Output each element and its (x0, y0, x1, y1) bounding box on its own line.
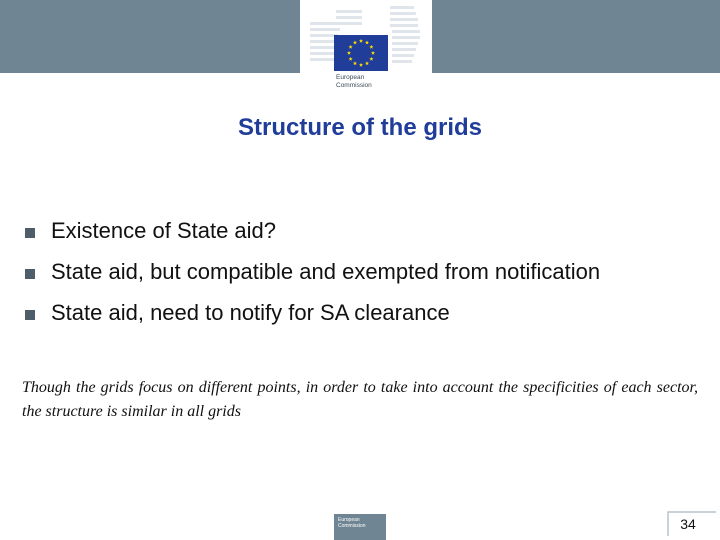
italic-note: Though the grids focus on different points, in order to take into account the specificities of each sector, the structure is similar in all grids (22, 379, 698, 420)
slide-title: Structure of the grids (237, 114, 483, 141)
eu-star-icon (353, 40, 357, 44)
eu-star-icon (349, 57, 353, 61)
eu-star-icon (365, 40, 369, 44)
bullet-text: Existence of State aid? (51, 218, 277, 243)
square-bullet-icon (25, 228, 35, 238)
eu-star-icon (359, 63, 363, 67)
page-number: 34 (680, 516, 696, 532)
square-bullet-icon (25, 269, 35, 279)
logo-text (336, 74, 416, 90)
bullet-item (25, 218, 600, 259)
eu-star-icon (371, 51, 375, 55)
logo-line-1: European (336, 74, 365, 81)
eu-star-icon (359, 39, 363, 43)
bullet-list (25, 218, 600, 341)
eu-star-icon (347, 51, 351, 55)
eu-star-icon (349, 45, 353, 49)
eu-star-icon (369, 45, 373, 49)
bullet-text: State aid, need to notify for SA clearance (51, 300, 450, 325)
bullet-item (25, 259, 600, 300)
eu-star-icon (365, 61, 369, 65)
bullet-text: State aid, but compatible and exempted from notification (51, 259, 601, 284)
european-commission-logo (300, 0, 432, 100)
footer-commission-logo (334, 514, 386, 540)
eu-star-icon (353, 61, 357, 65)
logo-line-2: Commission (336, 82, 372, 89)
bullet-item (25, 300, 600, 341)
eu-star-icon (369, 57, 373, 61)
square-bullet-icon (25, 310, 35, 320)
eu-flag-icon (334, 35, 388, 71)
footer-logo-text: European Commission (338, 517, 366, 529)
